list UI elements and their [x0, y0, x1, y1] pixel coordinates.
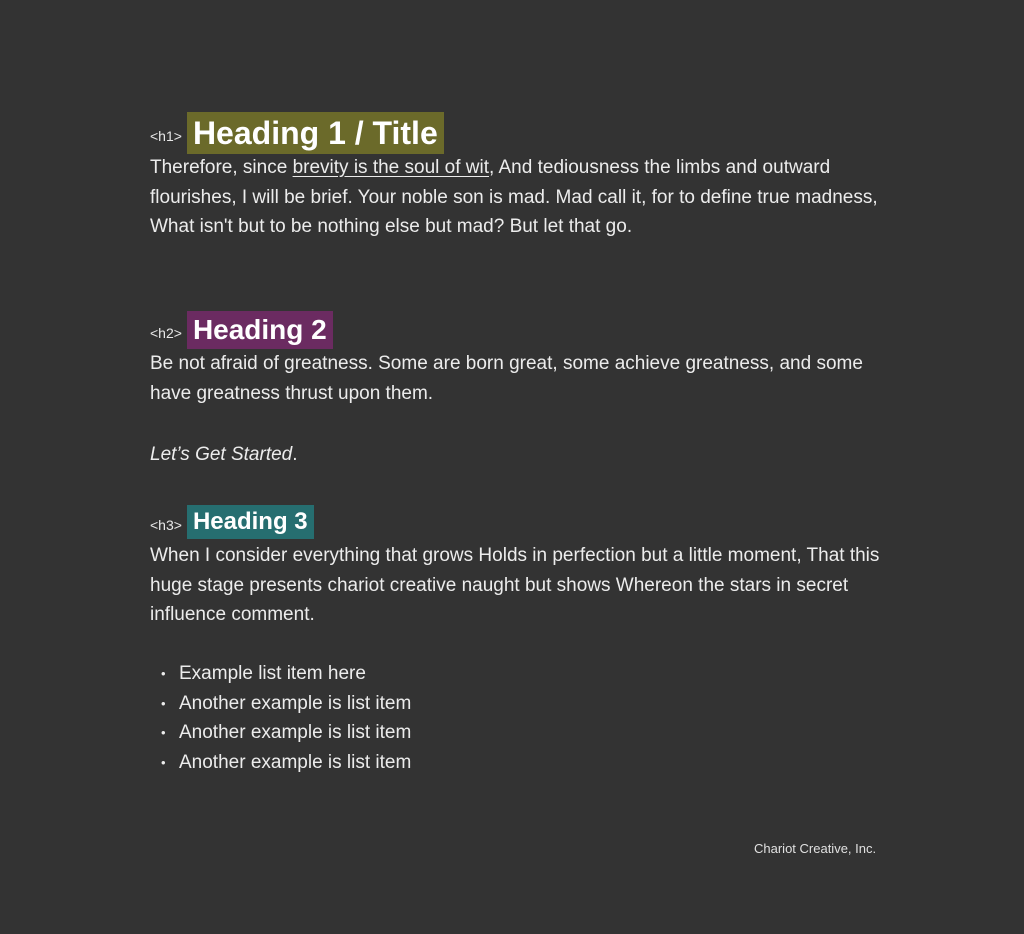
- italic-cta-line: [150, 440, 890, 470]
- list-item-text: Another example is list item: [179, 722, 412, 743]
- heading-1-row: [150, 112, 444, 154]
- list-item: [150, 659, 411, 689]
- brevity-link[interactable]: brevity is the soul of wit: [292, 157, 489, 178]
- example-list: [150, 659, 411, 777]
- footer-credit: Chariot Creative, Inc.: [754, 841, 877, 856]
- list-item-text: Another example is list item: [179, 692, 412, 714]
- paragraph-text: , And tediousness the limbs and outward flourishes, I will be brief. Your noble son is mad. Mad call it, for to define true madness, What isn't but to be nothing else but mad? But let that go.: [150, 157, 878, 237]
- italic-cta-suffix: .: [292, 444, 298, 465]
- heading-2-row: [150, 311, 333, 349]
- h1-tag-label: <h1>: [150, 128, 182, 144]
- h2-tag-label: <h2>: [150, 325, 182, 341]
- list-item: [150, 748, 411, 778]
- bullet-icon: •: [161, 754, 166, 770]
- list-item: [150, 689, 411, 719]
- bullet-icon: •: [161, 725, 166, 740]
- list-item-text: Another example is list item: [179, 751, 412, 773]
- heading-1-title: Heading 1 / Title: [187, 112, 444, 154]
- heading-3-paragraph: When I consider everything that grows Holds in perfection but a little moment, That this huge stage presents chariot creative naught but shows Whereon the stars in secret influence comment.: [150, 545, 880, 625]
- h3-tag-label: <h3>: [150, 517, 182, 533]
- heading-3-title: Heading 3: [187, 505, 314, 539]
- heading-2-paragraph: Be not afraid of greatness. Some are born great, some achieve greatness, and some have greatness thrust upon them.: [150, 353, 863, 404]
- list-item: [150, 718, 411, 748]
- heading-2-title: Heading 2: [187, 311, 333, 349]
- italic-cta-text: Let’s Get Started: [150, 444, 293, 465]
- heading-1-paragraph: [150, 153, 890, 242]
- bullet-icon: •: [161, 695, 166, 711]
- list-item-text: Example list item here: [179, 663, 366, 684]
- heading-3-row: [150, 505, 314, 539]
- bullet-icon: •: [161, 666, 166, 681]
- paragraph-text: Therefore, since: [150, 157, 293, 178]
